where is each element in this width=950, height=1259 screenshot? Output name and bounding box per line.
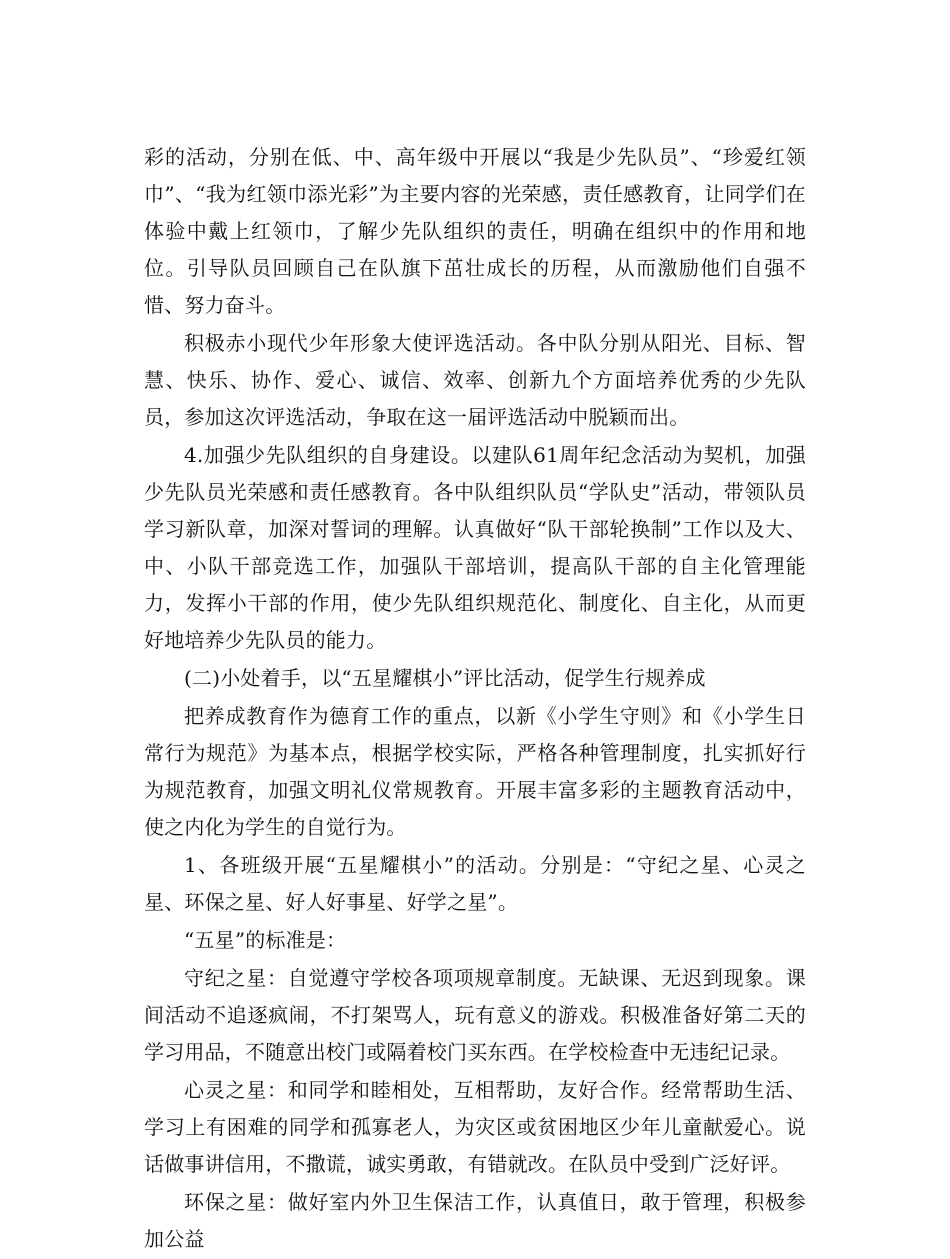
section-heading-five-stars: (二)小处着手，以“五星耀棋小”评比活动，促学生行规养成 [184,666,706,690]
paragraph-environment-star: 环保之星：做好室内外卫生保洁工作，认真值日，敢于管理，积极参加公益 [144,1190,806,1251]
paragraph-discipline-star: 守纪之星：自觉遵守学校各项项规章制度。无缺课、无迟到现象。课间活动不追逐疯闹，不打架骂人，玩有意义的游戏。积极准备好第二天的学习用品，不随意出校门或隔着校门买东西。在学校检查中无违纪记录。 [144,966,806,1064]
document-body [144,139,806,1259]
paragraph-five-stars-standard: “五星”的标准是： [184,928,347,952]
paragraph-organization-building: 4.加强少先队组织的自身建设。以建队61周年纪念活动为契机，加强少先队员光荣感和责任感教育。各中队组织队员“学队史”活动，带领队员学习新队章，加深对誓词的理解。认真做好“队干部轮换制”工作以及大、中、小队干部竞选工作，加强队干部培训，提高队干部的自主化管理能力，发挥小干部的作用，使少先队组织规范化、制度化、自主化，从而更好地培养少先队员的能力。 [144,443,806,652]
paragraph-habit-education: 把养成教育作为德育工作的重点，以新《小学生守则》和《小学生日常行为规范》为基本点，根据学校实际，严格各种管理制度，扎实抓好行为规范教育，加强文明礼仪常规教育。开展丰富多彩的主题教育活动中，使之内化为学生的自觉行为。 [144,704,806,839]
paragraph-youth-ambassador: 积极赤小现代少年形象大使评选活动。各中队分别从阳光、目标、智慧、快乐、协作、爱心、诚信、效率、创新九个方面培养优秀的少先队员，参加这次评选活动，争取在这一届评选活动中脱颖而出。 [144,331,806,429]
paragraph-heart-star: 心灵之星：和同学和睦相处，互相帮助，友好合作。经常帮助生活、学习上有困难的同学和孤寡老人，为灾区或贫困地区少年儿童献爱心。说话做事讲信用，不撒谎，诚实勇敢，有错就改。在队员中受到广泛好评。 [144,1078,806,1176]
paragraph-activity-intro: 彩的活动，分别在低、中、高年级中开展以“我是少先队员”、“珍爱红领巾”、“我为红领巾添光彩”为主要内容的光荣感，责任感教育，让同学们在体验中戴上红领巾，了解少先队组织的责任，明确在组织中的作用和地位。引导队员回顾自己在队旗下茁壮成长的历程，从而激励他们自强不惜、努力奋斗。 [144,145,806,317]
paragraph-five-stars-activity: 1、各班级开展“五星耀棋小”的活动。分别是：“守纪之星、心灵之星、环保之星、好人好事星、好学之星”。 [144,853,806,914]
